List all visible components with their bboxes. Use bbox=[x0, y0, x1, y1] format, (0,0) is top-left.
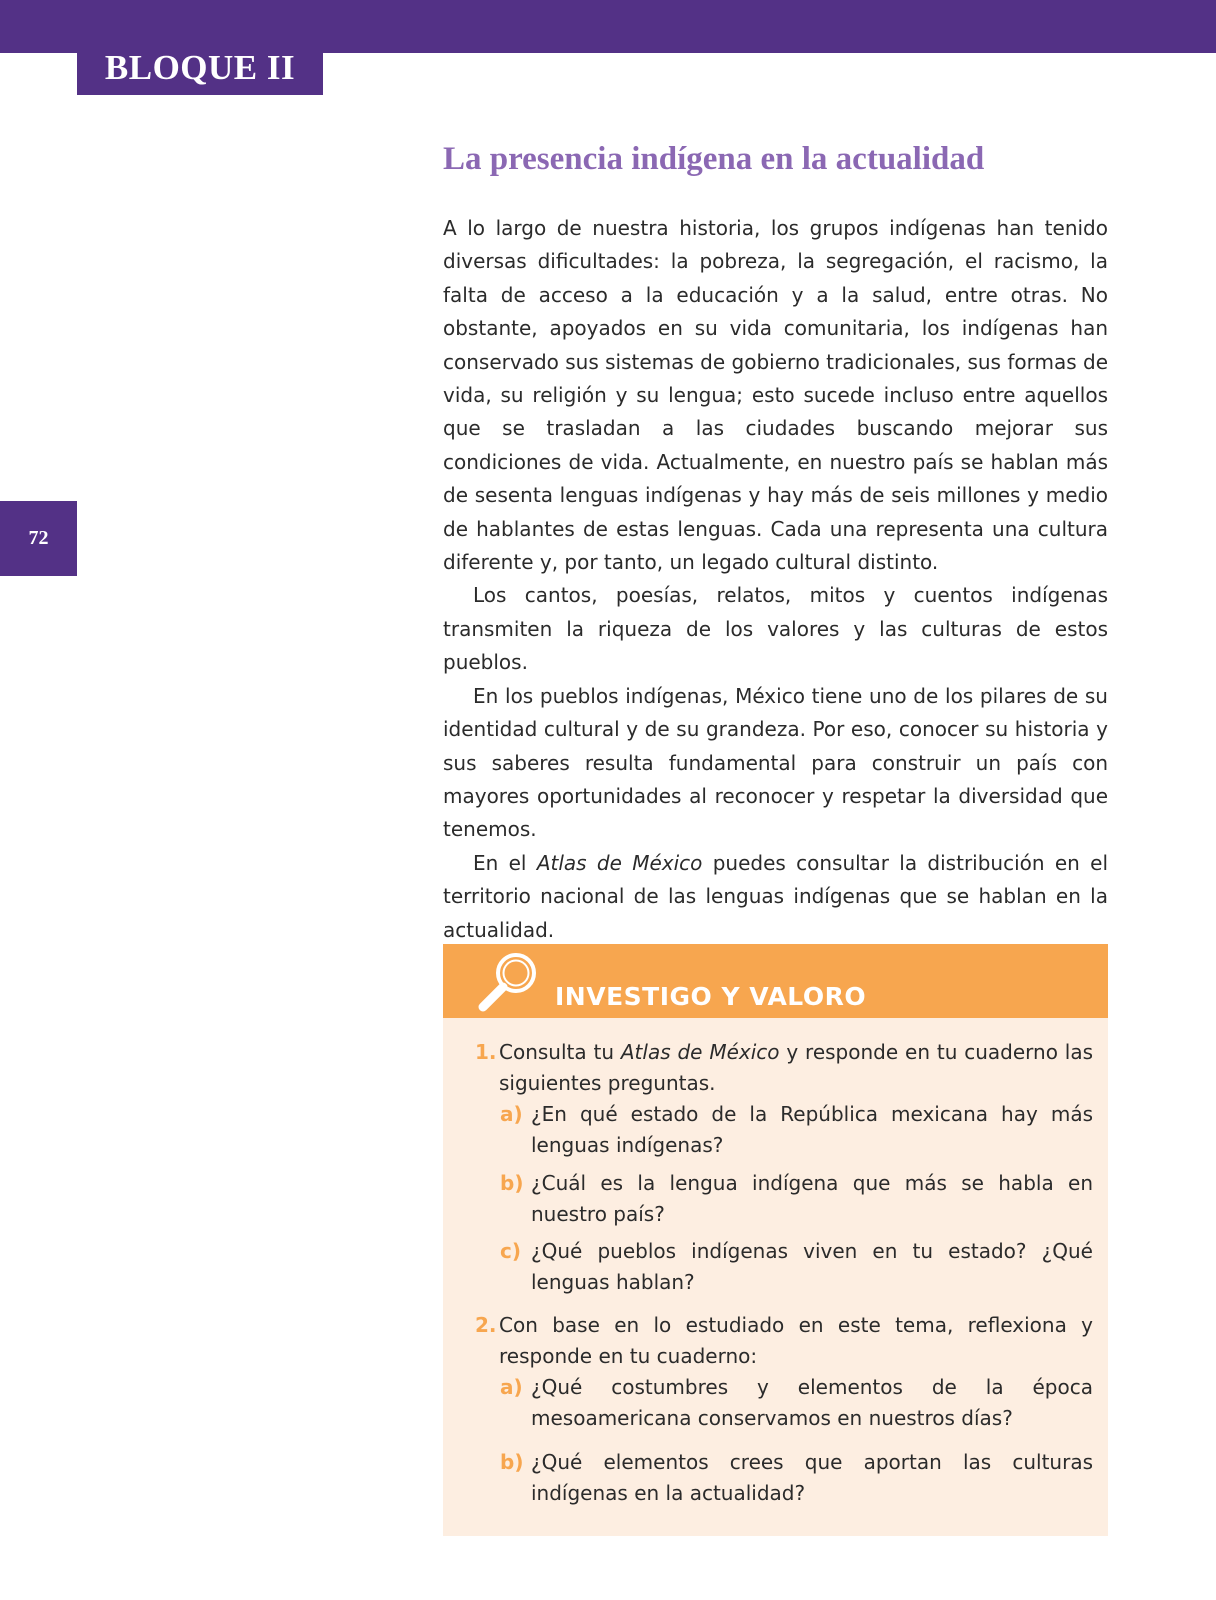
magnifier-icon bbox=[471, 950, 541, 1016]
question-2 bbox=[475, 1310, 1093, 1372]
question-text: ¿Qué pueblos indígenas viven en tu estado? ¿Qué lenguas hablan? bbox=[531, 1239, 1093, 1294]
question-1 bbox=[475, 1037, 1094, 1099]
question-number: 2. bbox=[475, 1313, 497, 1337]
paragraph bbox=[443, 847, 1108, 947]
paragraph-text: En el bbox=[473, 850, 537, 875]
question-text: Con base en lo estudiado en este tema, reflexiona y responde en tu cuaderno: bbox=[499, 1313, 1093, 1368]
atlas-title: Atlas de México bbox=[620, 1040, 780, 1064]
atlas-title: Atlas de México bbox=[536, 850, 703, 875]
question-2b bbox=[500, 1447, 1093, 1509]
question-text: Consulta tu bbox=[499, 1040, 621, 1064]
activity-header bbox=[443, 944, 1108, 1018]
question-1b bbox=[500, 1168, 1093, 1230]
paragraph-text: puedes consultar la distribución en el territorio nacional de las lenguas indígenas que se hablan en la actualidad. bbox=[443, 850, 1109, 942]
question-letter: b) bbox=[500, 1450, 524, 1474]
bloque-label: BLOQUE II bbox=[77, 40, 323, 95]
question-number: 1. bbox=[475, 1040, 497, 1064]
question-text: ¿En qué estado de la República mexicana hay más lenguas indígenas? bbox=[531, 1102, 1093, 1157]
question-text: ¿Qué elementos crees que aportan las culturas indígenas en la actualidad? bbox=[531, 1450, 1093, 1505]
question-1c bbox=[500, 1236, 1093, 1298]
question-2a bbox=[500, 1372, 1093, 1434]
paragraph: En los pueblos indígenas, México tiene uno de los pilares de su identidad cultural y de su grandeza. Por eso, conocer su historia y sus saberes resulta fundamental para construir un país con mayores oportunidades al reconocer y respetar la diversidad que tenemos. bbox=[443, 683, 1108, 842]
activity-body bbox=[443, 1018, 1108, 1536]
question-text: ¿Cuál es la lengua indígena que más se habla en nuestro país? bbox=[531, 1171, 1093, 1226]
body-text bbox=[443, 212, 1108, 947]
question-text: y responde en tu cuaderno las siguientes preguntas. bbox=[499, 1040, 1094, 1095]
page-number: 72 bbox=[0, 501, 77, 576]
question-letter: a) bbox=[500, 1375, 523, 1399]
paragraph: Los cantos, poesías, relatos, mitos y cuentos indígenas transmiten la riqueza de los valores y las culturas de estos pueblos. bbox=[443, 583, 1108, 675]
question-letter: c) bbox=[500, 1239, 521, 1263]
question-1a bbox=[500, 1099, 1093, 1161]
question-letter: b) bbox=[500, 1171, 524, 1195]
activity-title: INVESTIGO Y VALORO bbox=[555, 982, 867, 1011]
question-text: ¿Qué costumbres y elementos de la época mesoamericana conservamos en nuestros días? bbox=[531, 1375, 1093, 1430]
section-title: La presencia indígena en la actualidad bbox=[443, 141, 985, 177]
paragraph: A lo largo de nuestra historia, los grupos indígenas han tenido diversas dificultades: la pobreza, la segregación, el racismo, la falta de acceso a la educación y a la salud, entre otras. No obstante, apoyados en su vida comunitaria, los indígenas han conservado sus sistemas de gobierno tradicionales, sus formas de vida, su religión y su lengua; esto sucede incluso entre aquellos que se trasladan a las ciudades buscando mejorar sus condiciones de vida. Actualmente, en nuestro país se hablan más de sesenta lenguas indígenas y hay más de seis millones y medio de hablantes de estas lenguas. Cada una representa una cultura diferente y, por tanto, un legado cultural distinto. bbox=[443, 216, 1108, 575]
question-letter: a) bbox=[500, 1102, 523, 1126]
